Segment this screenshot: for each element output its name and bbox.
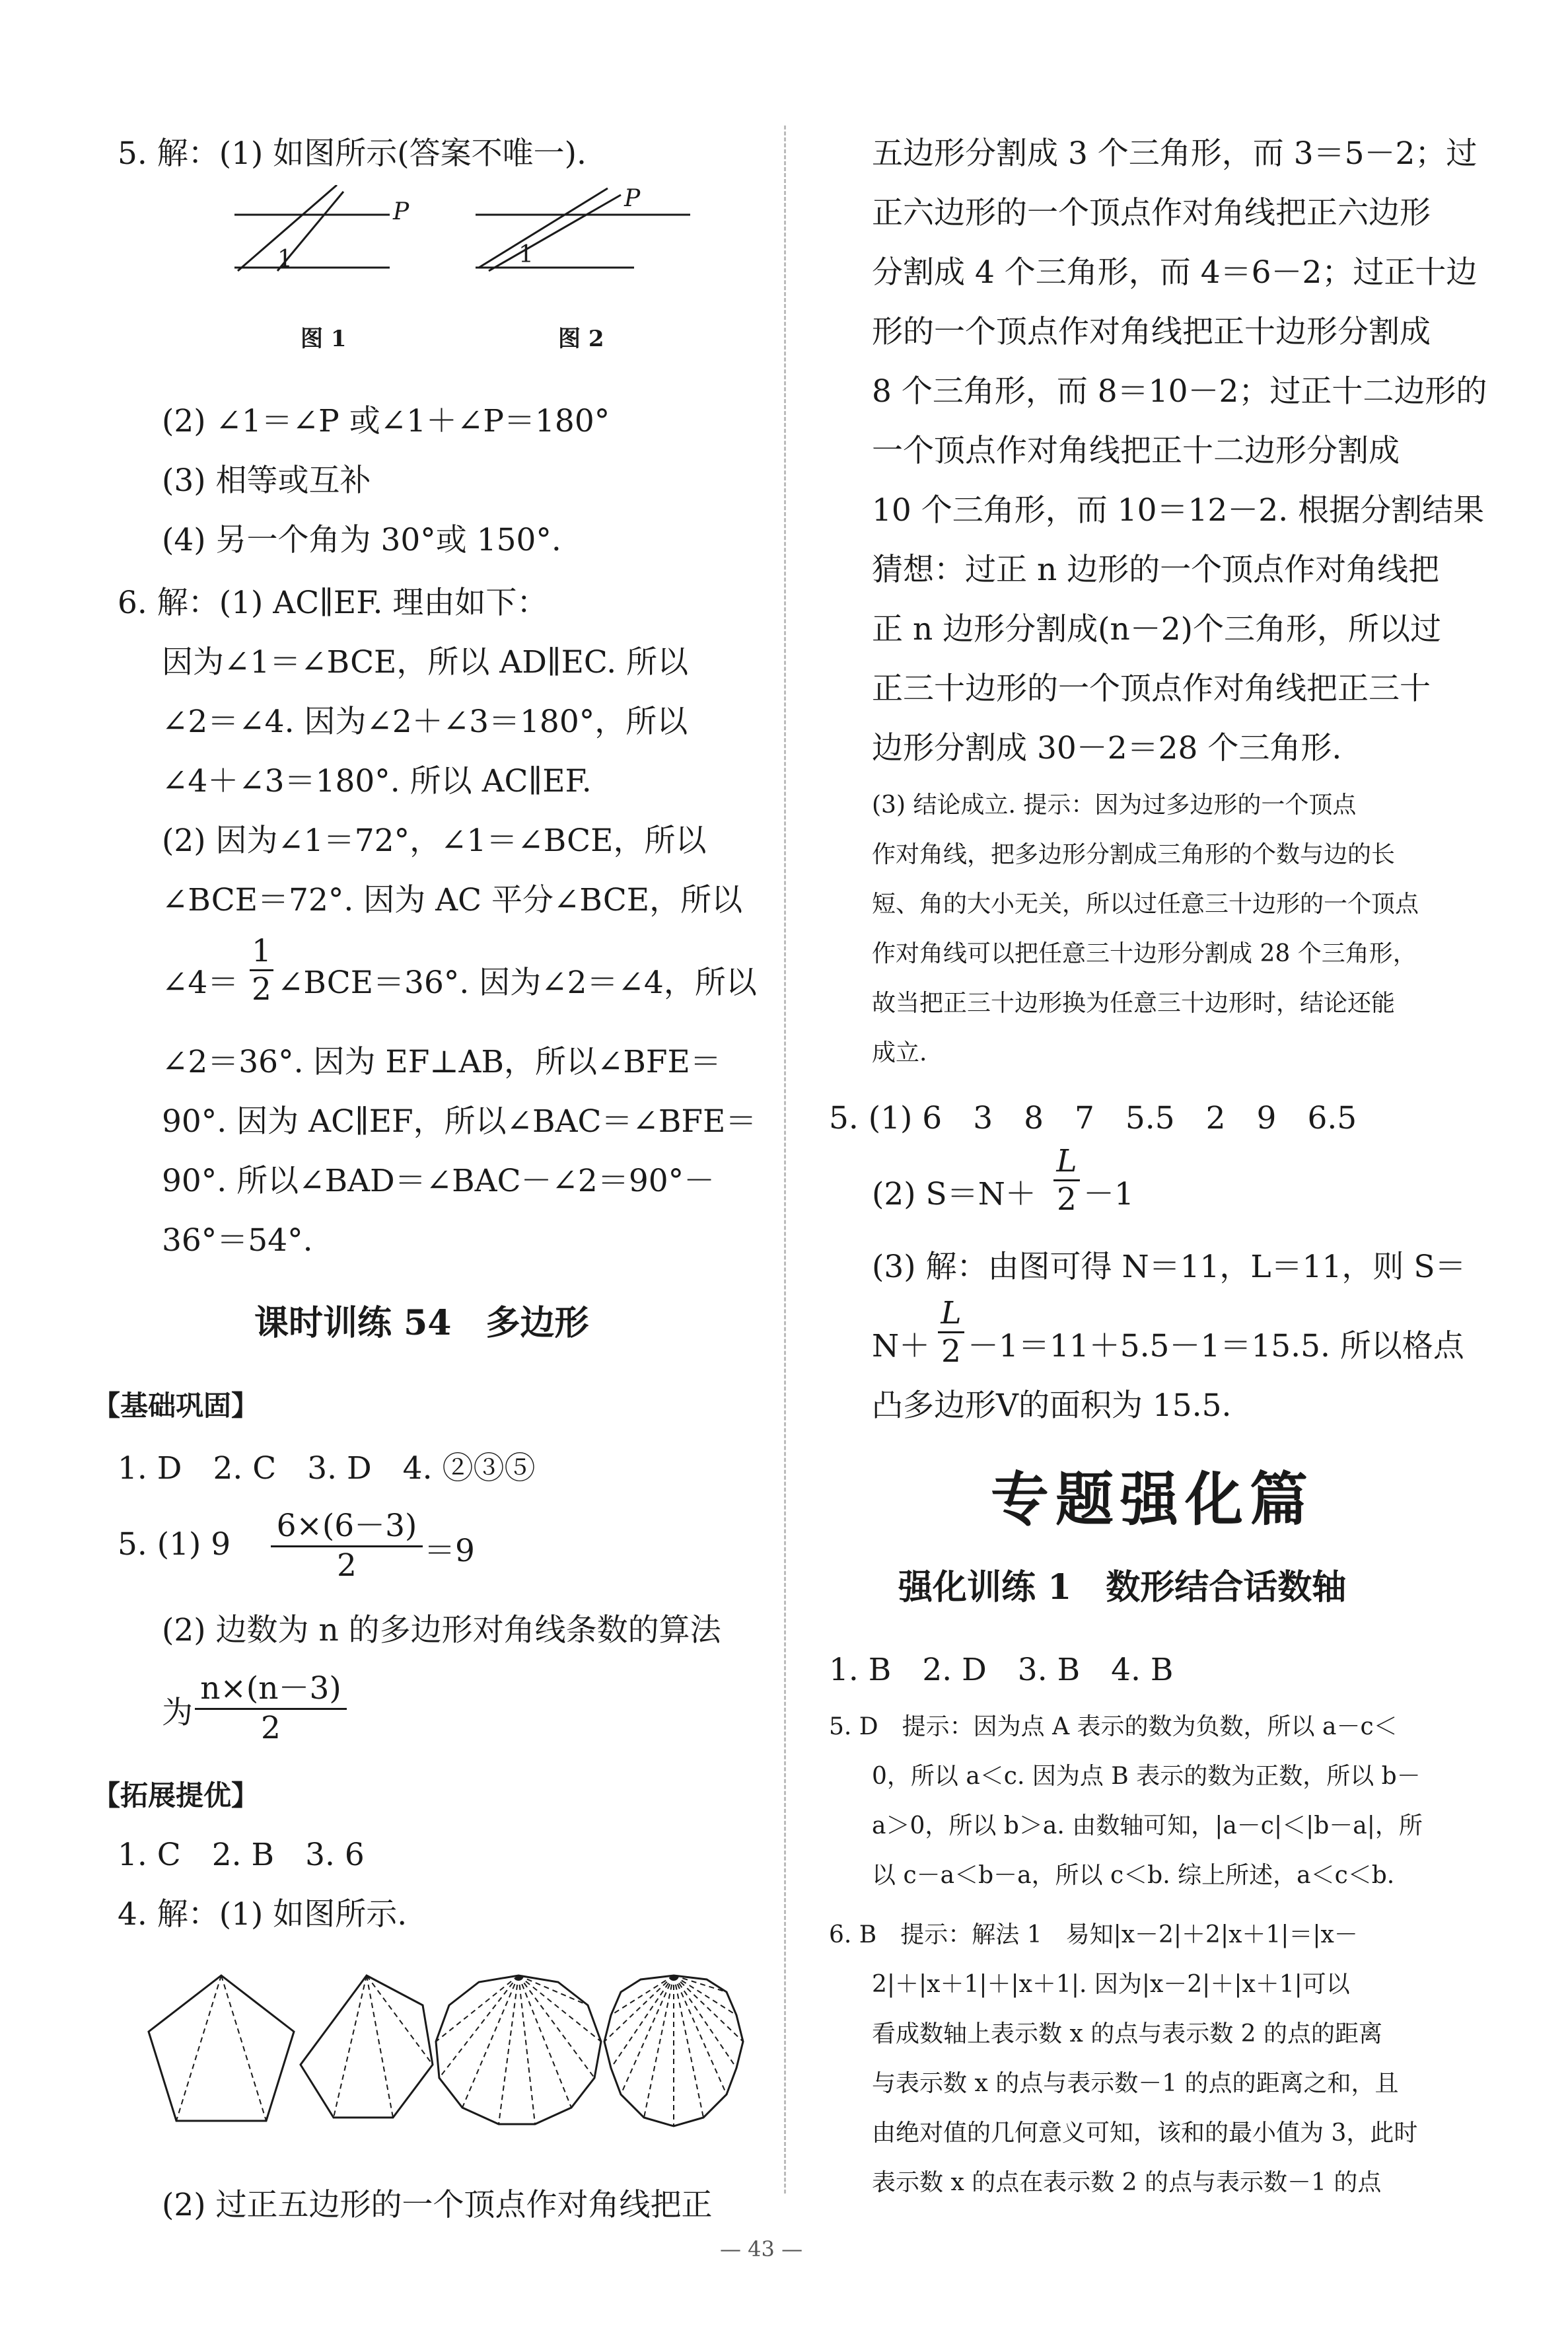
q6-line1: 因为∠1＝∠BCE，所以 AD∥EC. 所以 (162, 644, 689, 681)
fig1-label-1: 1 (277, 246, 293, 273)
q6-frac-den: 2 (250, 969, 273, 1008)
right-line6: 一个顶点作对角线把正十二边形分割成 (872, 433, 1400, 469)
r5-3-fraction (938, 1295, 964, 1370)
r5-part3b-post: －1＝11＋5.5－1＝15.5. 所以格点 (968, 1328, 1464, 1364)
s6-line1: 6. B 提示：解法 1 易知|x－2|＋2|x＋1|＝|x－ (829, 1921, 1358, 1948)
b5-fraction (271, 1501, 423, 1584)
b5-2-frac-den: 2 (195, 1708, 347, 1746)
right-line7: 10 个三角形，而 10＝12－2. 根据分割结果 (872, 492, 1485, 529)
s6-line4: 与表示数 x 的点与表示数－1 的点的距离之和，且 (872, 2070, 1399, 2097)
r5-part2-pre: (2) S＝N＋ (872, 1176, 1036, 1212)
fig1-caption: 图 1 (301, 326, 347, 352)
section-title: 课时训练 54 多边形 (254, 1303, 589, 1343)
polygon-diagonals-figure (139, 1956, 746, 2154)
r5-part3b-pre: N＋ (872, 1328, 931, 1364)
b5-2-frac-num: n×(n－3) (200, 1670, 341, 1707)
s5-line2: 0，所以 a＜c. 因为点 B 表示的数为正数，所以 b－ (872, 1763, 1421, 1790)
q6-line10: 36°＝54°. (162, 1222, 313, 1259)
b5-frac-den: 2 (271, 1545, 423, 1584)
page-number: — 43 — (720, 2236, 803, 2262)
b5-part2b-pre: 为 (162, 1695, 193, 1731)
ext-header: 【拓展提优】 (92, 1779, 260, 1812)
q6-line8: 90°. 因为 AC∥EF，所以∠BAC＝∠BFE＝ (162, 1103, 757, 1140)
right-line3: 分割成 4 个三角形，而 4＝6－2；过正十边 (872, 254, 1478, 291)
right-line1: 五边形分割成 3 个三角形，而 3＝5－2；过 (872, 135, 1478, 172)
basic-answers: 1. D 2. C 3. D 4. ②③⑤ (118, 1450, 536, 1487)
b5-2-fraction (195, 1664, 347, 1746)
s6-line6: 表示数 x 的点在表示数 2 的点与表示数－1 的点 (872, 2169, 1382, 2196)
r5-part2-post: －1 (1083, 1176, 1134, 1212)
q6-title: 6. 解：(1) AC∥EF. 理由如下： (118, 585, 548, 621)
b5-part2: (2) 边数为 n 的多边形对角线条数的算法 (162, 1612, 721, 1648)
r5-2-frac-den: 2 (1053, 1179, 1080, 1218)
ext-answers: 1. C 2. B 3. 6 (118, 1837, 365, 1873)
s6-line2: 2|＋|x＋1|＋|x＋1|. 因为|x－2|＋|x＋1|可以 (872, 1971, 1350, 1998)
b5-frac-num: 6×(6－3) (276, 1508, 417, 1544)
fig1-label-p: P (393, 198, 410, 225)
q6-line7: ∠2＝36°. 因为 EF⊥AB，所以∠BFE＝ (162, 1044, 721, 1080)
q5-part4: (4) 另一个角为 30°或 150°. (162, 522, 561, 558)
q5-title: 5. 解：(1) 如图所示(答案不唯一). (118, 135, 587, 172)
right-line15: 作对角线可以把任意三十边形分割成 28 个三角形， (872, 940, 1417, 967)
q6-line5: ∠BCE＝72°. 因为 AC 平分∠BCE，所以 (162, 882, 743, 918)
right-line13: 作对角线，把多边形分割成三角形的个数与边的长 (872, 841, 1396, 868)
r5-part1: 5. (1) 6 3 8 7 5.5 2 9 6.5 (829, 1100, 1357, 1136)
right-line5: 8 个三角形，而 8＝10－2；过正十二边形的 (872, 373, 1487, 410)
right-line11: 边形分割成 30－2＝28 个三角形. (872, 730, 1342, 766)
r5-part3c: 凸多边形Ⅴ的面积为 15.5. (872, 1387, 1232, 1424)
s-answers: 1. B 2. D 3. B 4. B (829, 1652, 1174, 1688)
fig2-label-1: 1 (518, 241, 534, 268)
q6-line6-post: ∠BCE＝36°. 因为∠2＝∠4，所以 (277, 965, 757, 1001)
q5-part2: (2) ∠1＝∠P 或∠1＋∠P＝180° (162, 403, 610, 439)
right-line12: (3) 结论成立. 提示：因为过多边形的一个顶点 (872, 792, 1357, 819)
fig2-caption: 图 2 (558, 326, 604, 352)
r5-3-frac-num: L (941, 1295, 962, 1331)
q5-part3: (3) 相等或互补 (162, 462, 371, 499)
right-line9: 正 n 边形分割成(n－2)个三角形，所以过 (872, 611, 1441, 647)
sub-title: 强化训练 1 数形结合话数轴 (898, 1567, 1347, 1607)
q6-line6-pre: ∠4＝ (162, 965, 239, 1001)
q6-line4: (2) 因为∠1＝72°，∠1＝∠BCE，所以 (162, 823, 707, 859)
basic-header: 【基础巩固】 (92, 1389, 260, 1422)
r5-2-fraction (1053, 1143, 1080, 1218)
right-line10: 正三十边形的一个顶点作对角线把正三十 (872, 671, 1431, 707)
r5-2-frac-num: L (1056, 1143, 1077, 1179)
column-divider (784, 126, 786, 2194)
s5-line1: 5. D 提示：因为点 A 表示的数为负数，所以 a－c＜ (829, 1713, 1398, 1740)
r5-3-frac-den: 2 (938, 1331, 964, 1370)
b5-part1-pre: 5. (1) 9 (118, 1526, 231, 1563)
s5-line3: a＞0，所以 b＞a. 由数轴可知，|a－c|＜|b－a|，所 (872, 1812, 1423, 1839)
right-line17: 成立. (872, 1039, 927, 1066)
ext4-part2: (2) 过正五边形的一个顶点作对角线把正 (162, 2187, 713, 2223)
big-section-title: 专题强化篇 (991, 1465, 1315, 1533)
q6-fraction (250, 933, 273, 1008)
r5-part3: (3) 解：由图可得 N＝11，L＝11，则 S＝ (872, 1249, 1466, 1285)
s6-line3: 看成数轴上表示数 x 的点与表示数 2 的点的距离 (872, 2020, 1382, 2048)
q6-line9: 90°. 所以∠BAD＝∠BAC－∠2＝90°－ (162, 1163, 715, 1199)
right-line2: 正六边形的一个顶点作对角线把正六边形 (872, 195, 1431, 231)
fig2-label-p: P (624, 185, 641, 212)
q6-frac-num: 1 (252, 933, 271, 969)
right-line16: 故当把正三十边形换为任意三十边形时，结论还能 (872, 990, 1396, 1017)
right-line14: 短、角的大小无关，所以过任意三十边形的一个顶点 (872, 891, 1419, 918)
s5-line4: 以 c－a＜b－a，所以 c＜b. 综上所述，a＜c＜b. (872, 1862, 1395, 1889)
q6-line2: ∠2＝∠4. 因为∠2＋∠3＝180°，所以 (162, 704, 688, 740)
q6-line3: ∠4＋∠3＝180°. 所以 AC∥EF. (162, 763, 592, 799)
b5-part1-post: ＝9 (424, 1533, 475, 1569)
ext4-title: 4. 解：(1) 如图所示. (118, 1896, 408, 1933)
s6-line5: 由绝对值的几何意义可知，该和的最小值为 3，此时 (872, 2120, 1418, 2147)
right-line8: 猜想：过正 n 边形的一个顶点作对角线把 (872, 552, 1440, 588)
right-line4: 形的一个顶点作对角线把正十边形分割成 (872, 314, 1431, 350)
